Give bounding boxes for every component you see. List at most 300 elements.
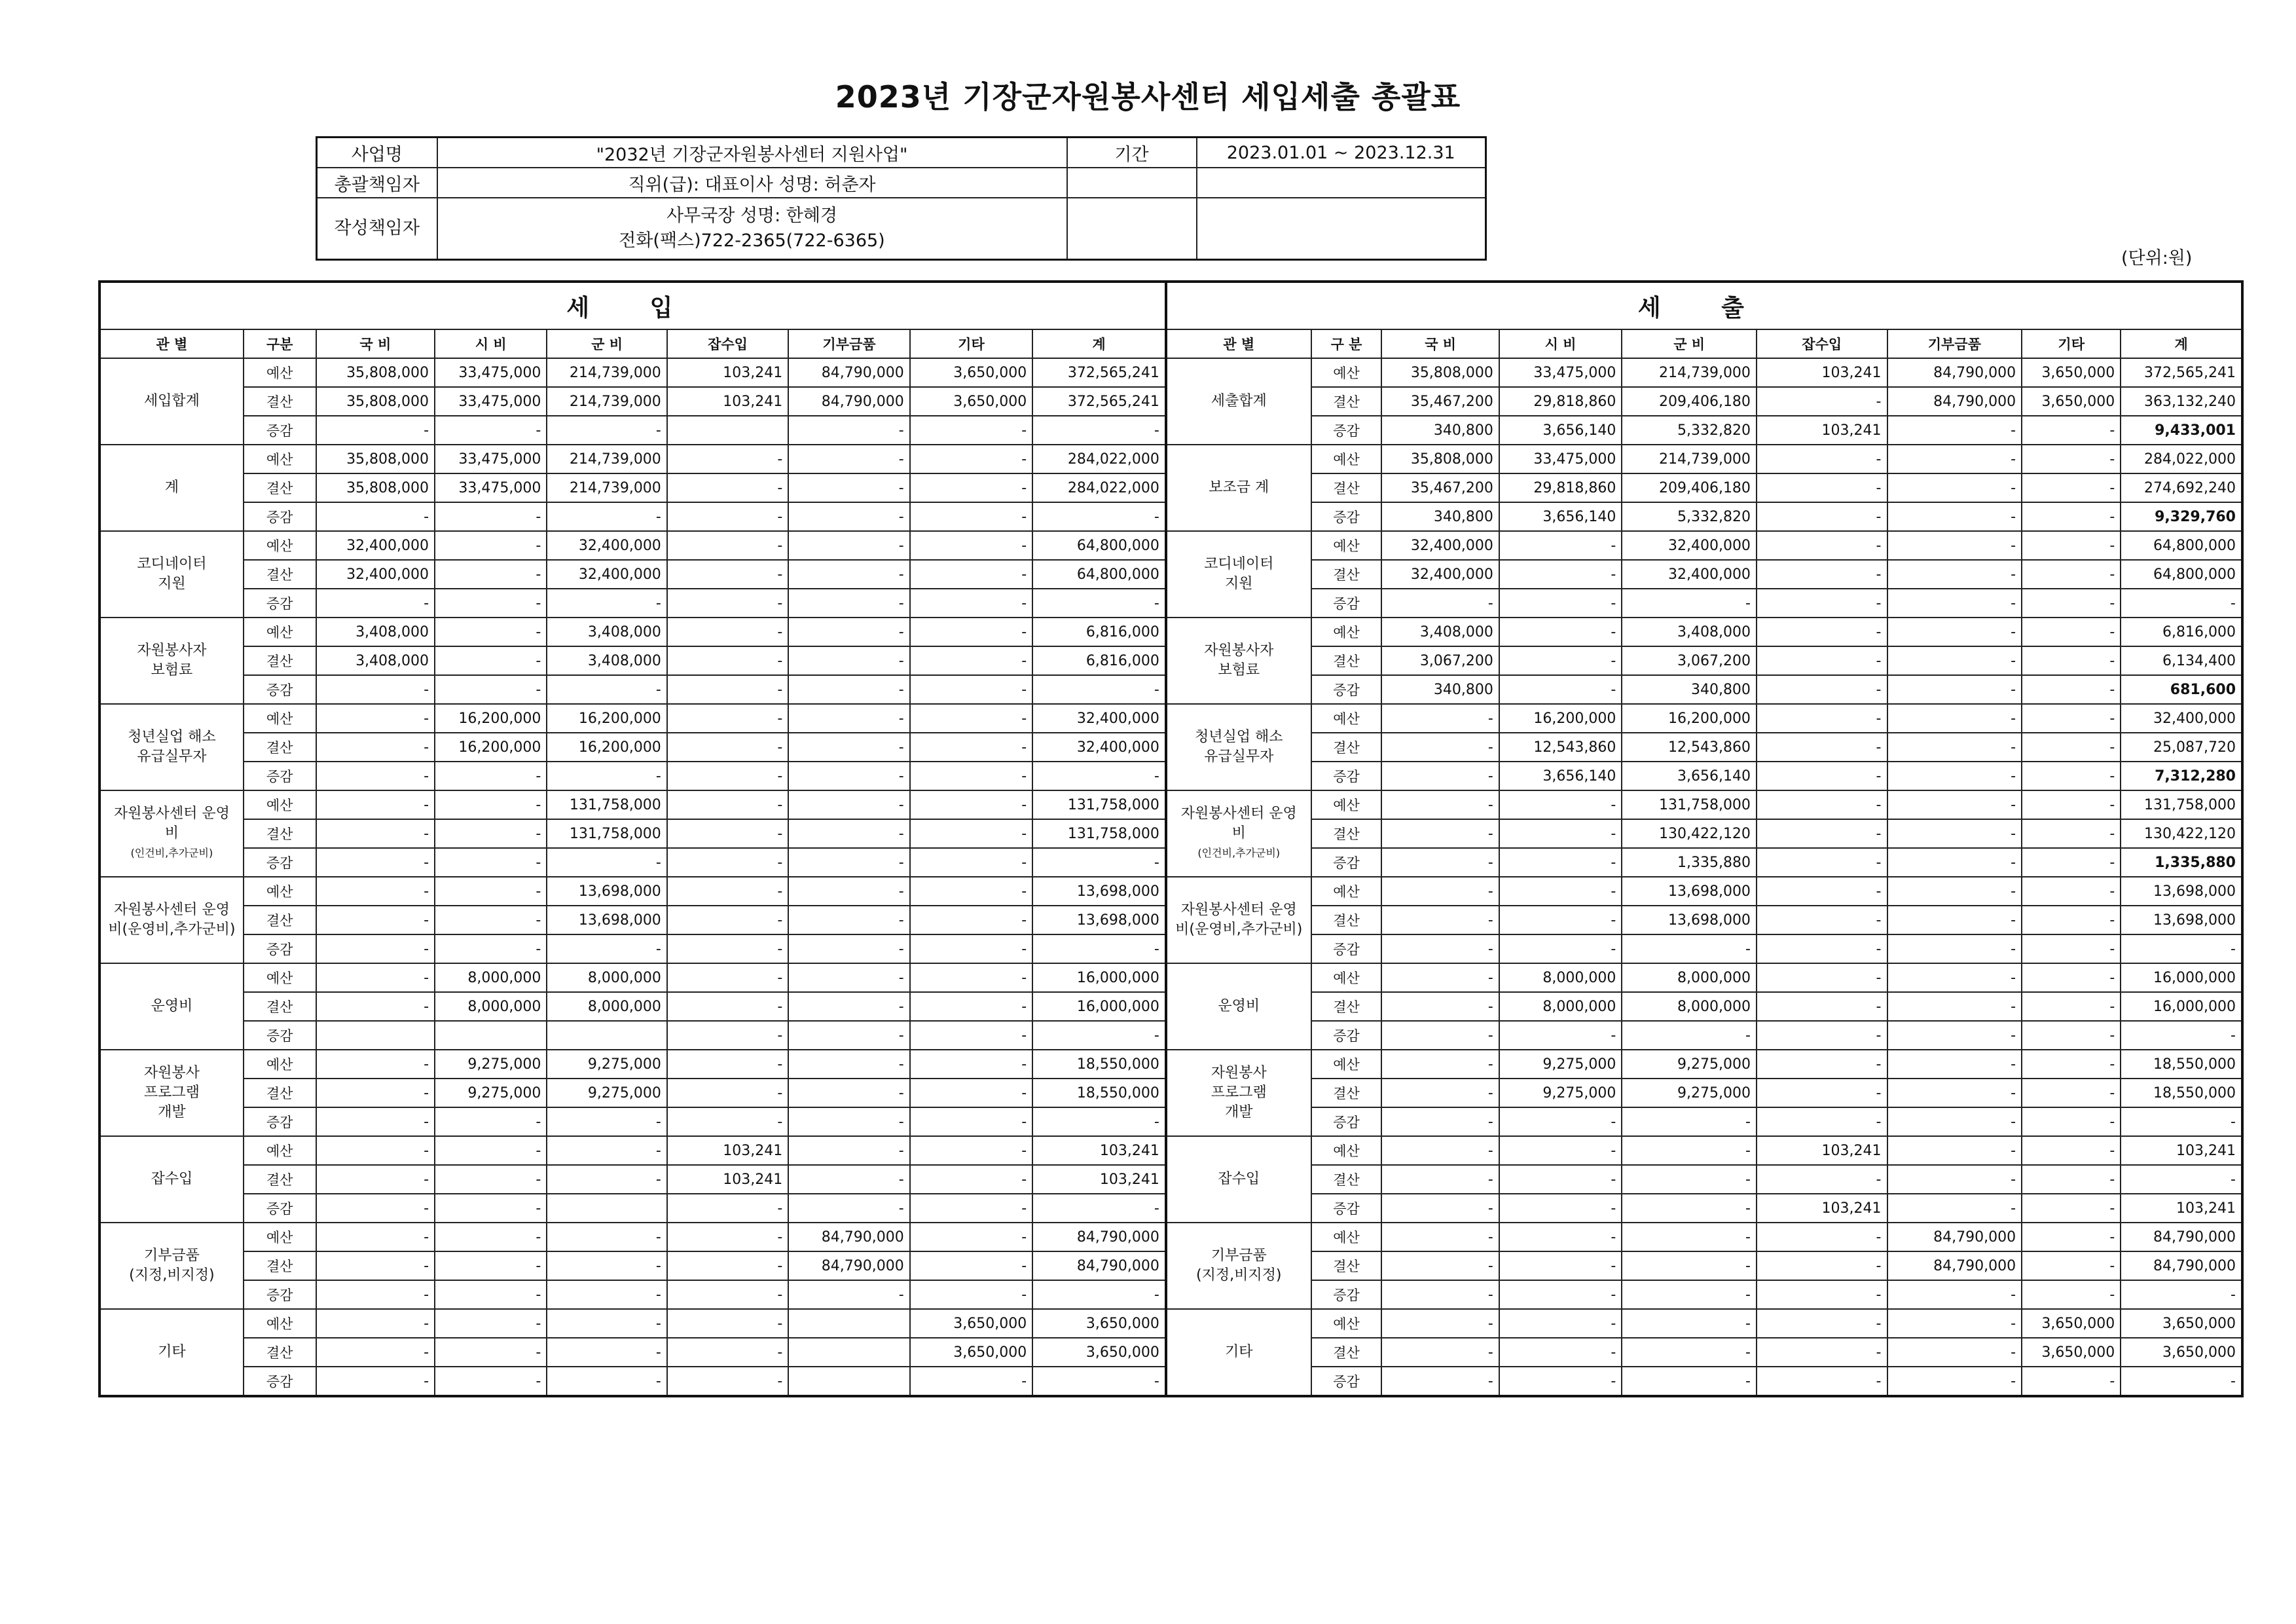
expense-value-cell: 32,400,000: [1381, 531, 1499, 560]
expense-value-cell: -: [2121, 1280, 2242, 1309]
expense-row-type: 증감: [1311, 934, 1382, 963]
income-row-type: 예산: [244, 790, 316, 819]
income-category-note: (인건비,추가군비): [130, 847, 213, 859]
income-value-cell: 18,550,000: [1032, 1050, 1166, 1079]
expense-value-cell: 64,800,000: [2121, 560, 2242, 589]
income-value-cell: -: [788, 473, 909, 502]
income-value-cell: -: [435, 1223, 547, 1251]
expense-value-cell: 3,656,140: [1499, 762, 1622, 790]
expense-column-header: 시 비: [1499, 329, 1622, 358]
expense-value-cell: 103,241: [1757, 358, 1887, 387]
expense-value-cell: -: [2022, 934, 2121, 963]
income-row-type: 증감: [244, 848, 316, 877]
income-value-cell: -: [316, 762, 435, 790]
income-value-cell: 84,790,000: [788, 1251, 909, 1280]
expense-value-cell: -: [2022, 1194, 2121, 1223]
income-value-cell: 214,739,000: [547, 445, 666, 473]
income-value-cell: -: [788, 877, 909, 906]
expense-value-cell: -: [1622, 1367, 1757, 1396]
expense-value-cell: 209,406,180: [1622, 387, 1757, 416]
expense-row-type: 예산: [1311, 1309, 1382, 1338]
expense-value-cell: 340,800: [1622, 675, 1757, 704]
income-value-cell: 32,400,000: [316, 531, 435, 560]
income-value-cell: -: [788, 1194, 909, 1223]
expense-value-cell: -: [1381, 1021, 1499, 1050]
income-value-cell: 8,000,000: [547, 992, 666, 1021]
expense-category: 운영비: [1166, 963, 1311, 1050]
income-value-cell: -: [788, 560, 909, 589]
expense-value-cell: -: [1499, 1280, 1622, 1309]
income-value-cell: -: [1032, 502, 1166, 531]
income-value-cell: -: [1032, 848, 1166, 877]
expense-value-cell: 32,400,000: [1381, 560, 1499, 589]
expense-value-cell: -: [1887, 560, 2022, 589]
expense-column-header: 잡수입: [1757, 329, 1887, 358]
expense-value-cell: -: [1887, 646, 2022, 675]
expense-value-cell: 3,067,200: [1622, 646, 1757, 675]
income-value-cell: -: [547, 1165, 666, 1194]
income-column-header: 국 비: [316, 329, 435, 358]
expense-value-cell: -: [1757, 819, 1887, 848]
income-value-cell: -: [910, 1050, 1032, 1079]
expense-value-cell: 29,818,860: [1499, 387, 1622, 416]
income-value-cell: 3,408,000: [316, 646, 435, 675]
income-value-cell: -: [788, 646, 909, 675]
income-row-type: 결산: [244, 1165, 316, 1194]
writer-line-1: 사무국장 성명: 한혜경: [666, 206, 837, 226]
income-value-cell: 32,400,000: [547, 560, 666, 589]
expense-value-cell: -: [2022, 963, 2121, 992]
expense-value-cell: -: [2022, 762, 2121, 790]
income-value-cell: -: [547, 1223, 666, 1251]
expense-category: 자원봉사센터 운영 비 (인건비,추가군비): [1166, 790, 1311, 877]
expense-value-cell: 340,800: [1381, 416, 1499, 445]
income-value-cell: -: [667, 1280, 788, 1309]
expense-value-cell: -: [1381, 733, 1499, 762]
income-value-cell: -: [788, 531, 909, 560]
table-row: [100, 963, 2242, 992]
income-row-type: 증감: [244, 1367, 316, 1396]
expense-row-type: 결산: [1311, 819, 1382, 848]
expense-value-cell: -: [1499, 1165, 1622, 1194]
income-value-cell: -: [667, 589, 788, 618]
expense-value-cell: -: [1757, 848, 1887, 877]
expense-value-cell: -: [1887, 416, 2022, 445]
expense-value-cell: -: [1887, 877, 2022, 906]
expense-value-cell: -: [1757, 906, 1887, 934]
income-row-type: 증감: [244, 1107, 316, 1136]
expense-value-cell: -: [1622, 1136, 1757, 1165]
expense-value-cell: 103,241: [2121, 1136, 2242, 1165]
expense-value-cell: 16,000,000: [2121, 992, 2242, 1021]
income-value-cell: 103,241: [1032, 1136, 1166, 1165]
income-row-type: 예산: [244, 358, 316, 387]
expense-value-cell: 25,087,720: [2121, 733, 2242, 762]
expense-value-cell: 340,800: [1381, 675, 1499, 704]
expense-value-cell: -: [1887, 1021, 2022, 1050]
expense-value-cell: 13,698,000: [1622, 877, 1757, 906]
income-value-cell: -: [667, 502, 788, 531]
expense-value-cell: 18,550,000: [2121, 1050, 2242, 1079]
income-value-cell: 3,650,000: [910, 387, 1032, 416]
income-column-header: 계: [1032, 329, 1166, 358]
income-value-cell: -: [316, 877, 435, 906]
expense-value-cell: 84,790,000: [1887, 1223, 2022, 1251]
expense-value-cell: 12,543,860: [1622, 733, 1757, 762]
income-value-cell: -: [316, 1136, 435, 1165]
budget-summary-table: [98, 280, 2244, 1397]
income-value-cell: 9,275,000: [435, 1079, 547, 1107]
expense-value-cell: 3,650,000: [2121, 1309, 2242, 1338]
expense-value-cell: -: [1499, 848, 1622, 877]
expense-value-cell: -: [2022, 560, 2121, 589]
income-column-header: 구분: [244, 329, 316, 358]
income-value-cell: -: [435, 848, 547, 877]
income-value-cell: -: [316, 1367, 435, 1396]
income-value-cell: -: [316, 790, 435, 819]
expense-value-cell: -: [1757, 1165, 1887, 1194]
expense-value-cell: 64,800,000: [2121, 531, 2242, 560]
expense-value-cell: -: [1757, 646, 1887, 675]
income-row-type: 결산: [244, 1338, 316, 1367]
income-value-cell: -: [788, 963, 909, 992]
expense-value-cell: -: [1757, 992, 1887, 1021]
expense-value-cell: -: [1381, 877, 1499, 906]
expense-value-cell: -: [1381, 1136, 1499, 1165]
manager-value: 직위(급): 대표이사 성명: 허춘자: [437, 168, 1067, 198]
income-value-cell: -: [788, 1136, 909, 1165]
income-value-cell: -: [435, 1251, 547, 1280]
expense-value-cell: -: [2121, 589, 2242, 618]
expense-value-cell: 84,790,000: [1887, 1251, 2022, 1280]
income-value-cell: 35,808,000: [316, 445, 435, 473]
income-category: 세입합계: [100, 358, 244, 445]
income-value-cell: 6,816,000: [1032, 618, 1166, 646]
income-value-cell: -: [910, 1079, 1032, 1107]
income-value-cell: 6,816,000: [1032, 646, 1166, 675]
expense-value-cell: -: [1887, 733, 2022, 762]
income-value-cell: 16,200,000: [435, 704, 547, 733]
income-row-type: 예산: [244, 445, 316, 473]
income-value-cell: [667, 416, 788, 445]
expense-row-type: 결산: [1311, 1165, 1382, 1194]
income-value-cell: 3,408,000: [316, 618, 435, 646]
expense-value-cell: 13,698,000: [1622, 906, 1757, 934]
income-value-cell: -: [788, 906, 909, 934]
expense-value-cell: -: [1757, 1367, 1887, 1396]
income-value-cell: 284,022,000: [1032, 473, 1166, 502]
writer-value: [437, 198, 1067, 260]
expense-value-cell: -: [1381, 1194, 1499, 1223]
writer-line-2: 전화(팩스)722-2365(722-6365): [619, 231, 885, 251]
expense-value-cell: -: [2022, 531, 2121, 560]
income-value-cell: -: [910, 618, 1032, 646]
expense-value-cell: 131,758,000: [1622, 790, 1757, 819]
expense-value-cell: -: [1757, 877, 1887, 906]
expense-value-cell: -: [2022, 1280, 2121, 1309]
income-value-cell: -: [435, 646, 547, 675]
income-value-cell: -: [667, 1338, 788, 1367]
expense-value-cell: 9,275,000: [1622, 1079, 1757, 1107]
expense-value-cell: -: [2022, 1050, 2121, 1079]
income-value-cell: -: [435, 1107, 547, 1136]
empty-cell: [1197, 198, 1486, 260]
income-value-cell: 16,200,000: [547, 733, 666, 762]
income-value-cell: -: [910, 819, 1032, 848]
income-value-cell: 214,739,000: [547, 358, 666, 387]
expense-value-cell: -: [1381, 963, 1499, 992]
income-category: 청년실업 해소 유급실무자: [100, 704, 244, 790]
income-value-cell: -: [316, 906, 435, 934]
expense-category: 청년실업 해소 유급실무자: [1166, 704, 1311, 790]
income-value-cell: 64,800,000: [1032, 560, 1166, 589]
expense-row-type: 증감: [1311, 762, 1382, 790]
expense-value-cell: -: [1757, 618, 1887, 646]
income-value-cell: -: [788, 762, 909, 790]
expense-value-cell: 9,275,000: [1499, 1079, 1622, 1107]
expense-value-cell: 35,467,200: [1381, 473, 1499, 502]
income-value-cell: 32,400,000: [547, 531, 666, 560]
expense-value-cell: -: [1622, 1107, 1757, 1136]
expense-value-cell: 5,332,820: [1622, 502, 1757, 531]
expense-value-cell: -: [1622, 1194, 1757, 1223]
income-value-cell: -: [667, 762, 788, 790]
income-value-cell: 32,400,000: [1032, 704, 1166, 733]
table-row: [100, 618, 2242, 646]
income-value-cell: -: [316, 1280, 435, 1309]
manager-label: 총괄책임자: [317, 168, 437, 198]
income-value-cell: 3,408,000: [547, 618, 666, 646]
income-value-cell: -: [910, 704, 1032, 733]
income-value-cell: -: [316, 934, 435, 963]
expense-value-cell: -: [1381, 1050, 1499, 1079]
expense-value-cell: -: [1757, 589, 1887, 618]
expense-value-cell: -: [2022, 906, 2121, 934]
expense-row-type: 예산: [1311, 963, 1382, 992]
income-category: 잡수입: [100, 1136, 244, 1223]
expense-column-header: 기부금품: [1887, 329, 2022, 358]
expense-value-cell: -: [1887, 1280, 2022, 1309]
expense-value-cell: 340,800: [1381, 502, 1499, 531]
expense-value-cell: 12,543,860: [1499, 733, 1622, 762]
expense-row-type: 증감: [1311, 1021, 1382, 1050]
income-row-type: 예산: [244, 1223, 316, 1251]
expense-row-type: 예산: [1311, 704, 1382, 733]
expense-value-cell: 214,739,000: [1622, 445, 1757, 473]
expense-category: 기부금품 (지정,비지정): [1166, 1223, 1311, 1309]
income-value-cell: -: [910, 762, 1032, 790]
income-value-cell: -: [435, 560, 547, 589]
income-value-cell: -: [316, 819, 435, 848]
income-value-cell: 13,698,000: [547, 877, 666, 906]
expense-value-cell: -: [1381, 790, 1499, 819]
expense-section-header: 세 출: [1166, 282, 2242, 329]
income-value-cell: [788, 1338, 909, 1367]
income-value-cell: -: [547, 416, 666, 445]
income-value-cell: -: [435, 416, 547, 445]
expense-value-cell: -: [1499, 1309, 1622, 1338]
expense-value-cell: 13,698,000: [2121, 877, 2242, 906]
expense-value-cell: 8,000,000: [1499, 963, 1622, 992]
expense-value-cell: -: [2121, 1165, 2242, 1194]
income-value-cell: -: [547, 1280, 666, 1309]
expense-value-cell: -: [2022, 473, 2121, 502]
expense-value-cell: -: [1887, 848, 2022, 877]
expense-value-cell: -: [1887, 790, 2022, 819]
expense-row-type: 결산: [1311, 992, 1382, 1021]
expense-column-header: 관 별: [1166, 329, 1311, 358]
expense-value-cell: -: [1499, 819, 1622, 848]
expense-value-cell: 16,200,000: [1499, 704, 1622, 733]
income-value-cell: -: [667, 848, 788, 877]
income-value-cell: 8,000,000: [435, 963, 547, 992]
expense-value-cell: 6,134,400: [2121, 646, 2242, 675]
expense-value-cell: 284,022,000: [2121, 445, 2242, 473]
expense-value-cell: -: [1887, 445, 2022, 473]
income-value-cell: -: [910, 877, 1032, 906]
expense-value-cell: -: [2022, 1165, 2121, 1194]
expense-column-header: 국 비: [1381, 329, 1499, 358]
expense-row-type: 결산: [1311, 733, 1382, 762]
expense-value-cell: 103,241: [1757, 1136, 1887, 1165]
table-row: [100, 445, 2242, 473]
expense-category: 자원봉사자 보험료: [1166, 618, 1311, 704]
income-value-cell: 131,758,000: [1032, 819, 1166, 848]
expense-value-cell: -: [1757, 934, 1887, 963]
income-row-type: 증감: [244, 416, 316, 445]
expense-value-cell: 3,408,000: [1622, 618, 1757, 646]
income-value-cell: -: [667, 1194, 788, 1223]
expense-value-cell: -: [1499, 1021, 1622, 1050]
income-row-type: 예산: [244, 618, 316, 646]
income-value-cell: -: [910, 733, 1032, 762]
expense-value-cell: -: [1757, 1223, 1887, 1251]
expense-value-cell: -: [2022, 1079, 2121, 1107]
expense-value-cell: -: [2022, 502, 2121, 531]
expense-value-cell: 5,332,820: [1622, 416, 1757, 445]
expense-value-cell: -: [2022, 1367, 2121, 1396]
income-value-cell: 372,565,241: [1032, 387, 1166, 416]
income-value-cell: -: [435, 502, 547, 531]
income-value-cell: -: [316, 1079, 435, 1107]
table-row: [100, 877, 2242, 906]
expense-row-type: 증감: [1311, 1194, 1382, 1223]
expense-value-cell: 103,241: [2121, 1194, 2242, 1223]
income-row-type: 결산: [244, 906, 316, 934]
income-value-cell: 33,475,000: [435, 387, 547, 416]
income-value-cell: -: [667, 1021, 788, 1050]
income-value-cell: -: [435, 618, 547, 646]
income-value-cell: -: [910, 1194, 1032, 1223]
income-value-cell: -: [316, 1251, 435, 1280]
expense-row-type: 결산: [1311, 473, 1382, 502]
income-category: 자원봉사 프로그램 개발: [100, 1050, 244, 1136]
income-value-cell: 16,200,000: [435, 733, 547, 762]
income-value-cell: -: [1032, 762, 1166, 790]
empty-cell: [1197, 168, 1486, 198]
expense-value-cell: -: [1757, 733, 1887, 762]
expense-value-cell: 8,000,000: [1499, 992, 1622, 1021]
expense-value-cell: -: [1757, 502, 1887, 531]
expense-value-cell: -: [1381, 1079, 1499, 1107]
income-value-cell: -: [316, 1165, 435, 1194]
expense-value-cell: -: [1887, 473, 2022, 502]
income-value-cell: -: [667, 963, 788, 992]
income-value-cell: -: [910, 560, 1032, 589]
income-row-type: 예산: [244, 1309, 316, 1338]
income-value-cell: -: [667, 1309, 788, 1338]
expense-category: 코디네이터 지원: [1166, 531, 1311, 618]
income-value-cell: -: [547, 675, 666, 704]
expense-value-cell: -: [1499, 906, 1622, 934]
income-value-cell: 33,475,000: [435, 445, 547, 473]
income-value-cell: -: [788, 733, 909, 762]
income-value-cell: -: [547, 848, 666, 877]
income-value-cell: -: [547, 1136, 666, 1165]
period-value: 2023.01.01 ~ 2023.12.31: [1197, 138, 1486, 168]
expense-row-type: 예산: [1311, 531, 1382, 560]
expense-row-type: 예산: [1311, 445, 1382, 473]
income-value-cell: -: [435, 675, 547, 704]
income-value-cell: 84,790,000: [788, 1223, 909, 1251]
income-value-cell: -: [1032, 1021, 1166, 1050]
income-row-type: 증감: [244, 934, 316, 963]
income-value-cell: -: [788, 1021, 909, 1050]
income-value-cell: -: [435, 877, 547, 906]
expense-value-cell: -: [2022, 790, 2121, 819]
expense-column-header: 구 분: [1311, 329, 1382, 358]
page-title: 2023년 기장군자원봉사센터 세입세출 총괄표: [835, 79, 1461, 115]
income-row-type: 결산: [244, 473, 316, 502]
income-value-cell: 3,650,000: [1032, 1338, 1166, 1367]
expense-value-cell: 3,656,140: [1499, 416, 1622, 445]
expense-value-cell: -: [1499, 531, 1622, 560]
expense-row-type: 예산: [1311, 358, 1382, 387]
expense-category: 기타: [1166, 1309, 1311, 1396]
expense-value-cell: -: [1757, 560, 1887, 589]
income-category: 자원봉사센터 운영 비(운영비,추가군비): [100, 877, 244, 963]
income-value-cell: [547, 1021, 666, 1050]
expense-value-cell: -: [1381, 1251, 1499, 1280]
income-value-cell: 3,650,000: [910, 1309, 1032, 1338]
income-value-cell: -: [910, 1251, 1032, 1280]
expense-value-cell: -: [2022, 704, 2121, 733]
expense-row-type: 결산: [1311, 906, 1382, 934]
expense-value-cell: -: [2121, 1367, 2242, 1396]
income-value-cell: -: [788, 675, 909, 704]
expense-row-type: 결산: [1311, 387, 1382, 416]
income-column-header: 관 별: [100, 329, 244, 358]
expense-value-cell: -: [1887, 1050, 2022, 1079]
expense-value-cell: 8,000,000: [1622, 963, 1757, 992]
expense-value-cell: -: [2022, 877, 2121, 906]
expense-value-cell: -: [1757, 1021, 1887, 1050]
expense-value-cell: -: [1381, 1223, 1499, 1251]
income-value-cell: -: [667, 790, 788, 819]
income-value-cell: -: [435, 1280, 547, 1309]
expense-category: 세출합계: [1166, 358, 1311, 445]
expense-value-cell: -: [1757, 790, 1887, 819]
income-value-cell: -: [667, 1367, 788, 1396]
income-value-cell: -: [1032, 416, 1166, 445]
income-value-cell: -: [435, 1309, 547, 1338]
income-row-type: 증감: [244, 1194, 316, 1223]
income-value-cell: -: [667, 1223, 788, 1251]
expense-value-cell: -: [1887, 1136, 2022, 1165]
income-value-cell: -: [1032, 1367, 1166, 1396]
income-value-cell: 103,241: [667, 1136, 788, 1165]
expense-row-type: 결산: [1311, 646, 1382, 675]
